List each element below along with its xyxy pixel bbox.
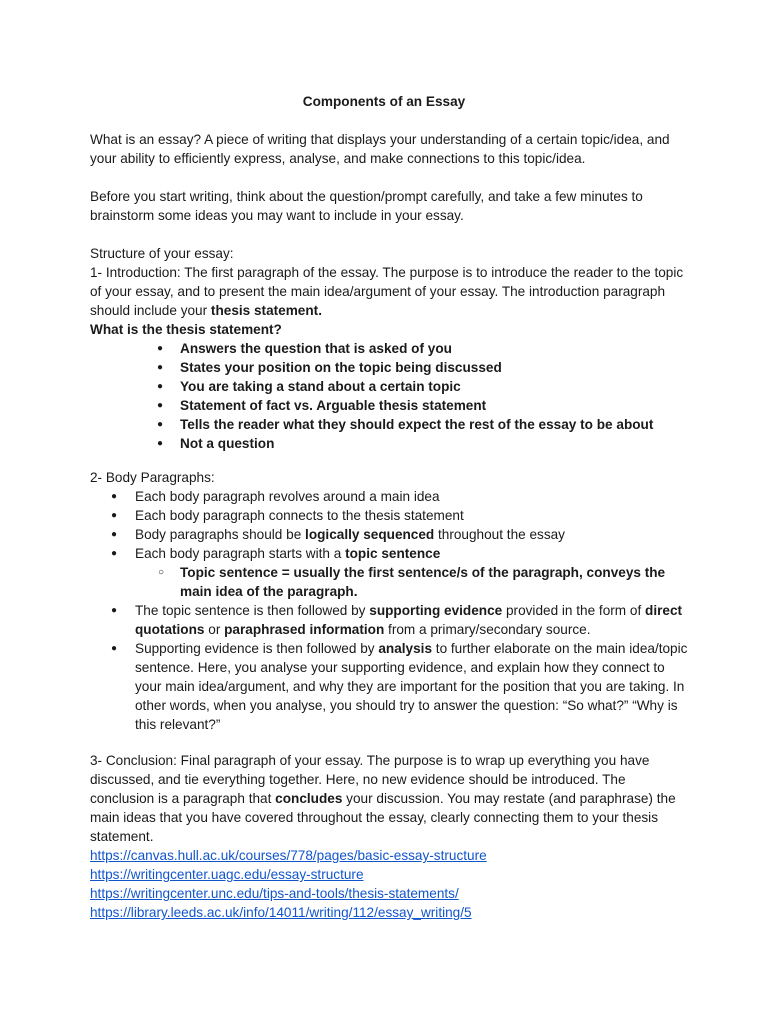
list-item: ● Answers the question that is asked of you bbox=[90, 339, 690, 358]
intro-paragraph-2: Before you start writing, think about the question/prompt carefully, and take a few minutes to brainstorm some ideas you may want to include in your essay. bbox=[90, 189, 643, 223]
list-item: ● Statement of fact vs. Arguable thesis statement bbox=[90, 396, 690, 415]
list-item: ● Each body paragraph revolves around a main idea bbox=[90, 487, 690, 506]
body-list bbox=[90, 487, 690, 734]
thesis-heading: What is the thesis statement? bbox=[90, 322, 282, 337]
conclusion-paragraph: 3- Conclusion: Final paragraph of your essay. The purpose is to wrap up everything you have discussed, and tie everything together. Here, no new evidence should be introduced. The conclusion is a paragraph that concludes your discussion. You may restate (and paraphrase) the main ideas that you have covered throughout the essay, clearly connecting them to your thesis statement. bbox=[90, 753, 676, 844]
list-item: ● Each body paragraph starts with a topic sentence ○ Topic sentence = usually the first sentence/s of the paragraph, conveys the main idea of the paragraph. bbox=[90, 544, 690, 601]
list-item: ● Each body paragraph connects to the thesis statement bbox=[90, 506, 690, 525]
thesis-list bbox=[90, 339, 690, 453]
structure-section bbox=[90, 244, 690, 453]
structure-heading: Structure of your essay: bbox=[90, 246, 234, 261]
list-item: ● States your position on the topic being discussed bbox=[90, 358, 690, 377]
reference-link-2[interactable]: https://writingcenter.uagc.edu/essay-structure bbox=[90, 867, 364, 882]
conclusion-section bbox=[90, 751, 690, 922]
list-item: ● Tells the reader what they should expect the rest of the essay to be about bbox=[90, 415, 690, 434]
reference-link-1[interactable]: https://canvas.hull.ac.uk/courses/778/pages/basic-essay-structure bbox=[90, 848, 487, 863]
reference-link-4[interactable]: https://library.leeds.ac.uk/info/14011/writing/112/essay_writing/5 bbox=[90, 905, 472, 920]
sub-list bbox=[135, 563, 690, 601]
reference-link-3[interactable]: https://writingcenter.unc.edu/tips-and-tools/thesis-statements/ bbox=[90, 886, 459, 901]
list-item: ● Body paragraphs should be logically sequenced throughout the essay bbox=[90, 525, 690, 544]
list-item: ● Supporting evidence is then followed by analysis to further elaborate on the main idea/topic sentence. Here, you analyse your supporting evidence, and explain how they connect to your main idea/argument, and why they are important for the position that you are taking. In other words, when you analyse, you should try to answer the question: “So what?” “Why is this relevant?” bbox=[90, 639, 690, 734]
document-title: Components of an Essay bbox=[302, 94, 466, 109]
list-item: ● You are taking a stand about a certain topic bbox=[90, 377, 690, 396]
introduction-paragraph: 1- Introduction: The first paragraph of the essay. The purpose is to introduce the reader to the topic of your essay, and to present the main idea/argument of your essay. The introduction paragraph should include your thesis statement. bbox=[90, 265, 684, 318]
intro-paragraph-1: What is an essay? A piece of writing that displays your understanding of a certain topic/idea, and your ability to efficiently express, analyse, and make connections to this topic/idea. bbox=[90, 132, 670, 166]
sub-list-item: ○ Topic sentence = usually the first sentence/s of the paragraph, conveys the main idea of the paragraph. bbox=[135, 563, 690, 601]
list-item: ● Not a question bbox=[90, 434, 690, 453]
body-heading: 2- Body Paragraphs: bbox=[90, 470, 215, 485]
body-paragraphs-section bbox=[90, 468, 690, 734]
list-item: ● The topic sentence is then followed by supporting evidence provided in the form of direct quotations or paraphrased information from a primary/secondary source. bbox=[90, 601, 690, 639]
